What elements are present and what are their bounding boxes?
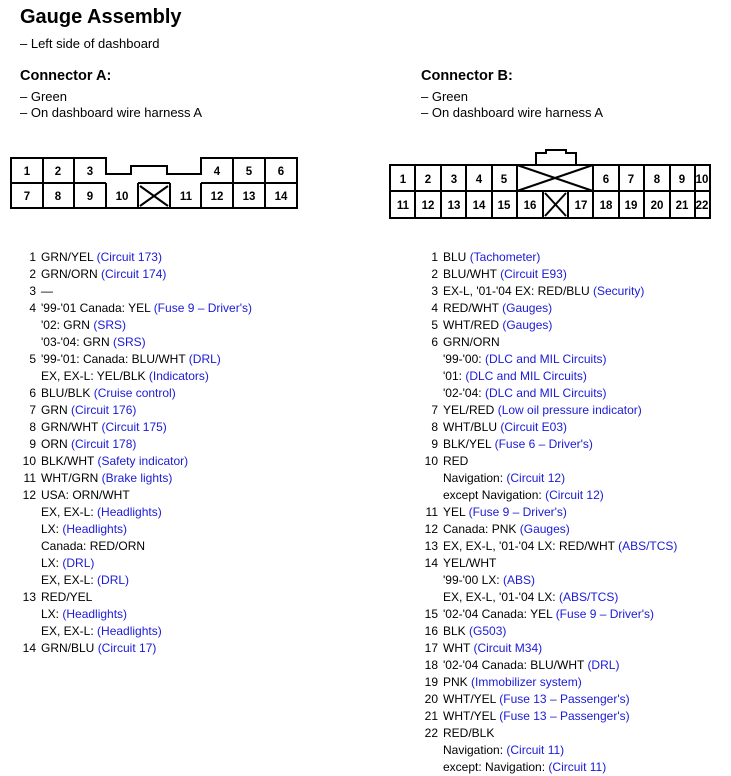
wire-description: '99-'01: Canada: BLU/WHT <box>41 352 186 366</box>
wire-description: Canada: RED/ORN <box>41 539 146 553</box>
pin-number: 10 <box>424 454 438 468</box>
pin-label: 8 <box>54 191 62 203</box>
connector-a-diagram <box>0 150 310 220</box>
wire-description: LX: <box>41 607 60 621</box>
circuit-reference: (Headlights) <box>62 522 128 536</box>
pin-label: 14 <box>274 191 288 203</box>
circuit-reference: (Fuse 9 – Driver's) <box>153 301 252 315</box>
circuit-reference: (Fuse 9 – Driver's) <box>555 607 654 621</box>
pin-number: 11 <box>425 505 438 519</box>
pin-number: 2 <box>431 267 438 281</box>
pin-label: 5 <box>245 166 253 178</box>
circuit-reference: (Fuse 9 – Driver's) <box>468 505 567 519</box>
circuit-reference: (Fuse 13 – Passenger's) <box>499 692 630 706</box>
wire-description: except: Navigation: <box>443 760 546 774</box>
pin-label: 13 <box>447 200 461 212</box>
wire-description: '01: <box>443 369 462 383</box>
wire-description: '99-'00 LX: <box>443 573 500 587</box>
wire-description: YEL <box>443 505 466 519</box>
circuit-reference: (Circuit 174) <box>101 267 167 281</box>
pin-number: 9 <box>29 437 36 451</box>
connector-b-heading: Connector B: <box>421 68 513 84</box>
pin-label: 14 <box>472 200 486 212</box>
circuit-reference: (Cruise control) <box>93 386 176 400</box>
circuit-reference: (Headlights) <box>62 607 128 621</box>
pin-label: 2 <box>54 166 62 178</box>
wire-description: BLK/WHT <box>41 454 95 468</box>
pin-label: 20 <box>650 200 664 212</box>
wire-description: '02-'04 Canada: BLU/WHT <box>443 658 585 672</box>
wire-description: EX, EX-L: YEL/BLK <box>41 369 146 383</box>
pin-number: 19 <box>424 675 438 689</box>
pin-label: 11 <box>396 200 410 212</box>
pin-label: 13 <box>242 191 256 203</box>
pin-number: 3 <box>29 284 36 298</box>
wire-description: GRN/WHT <box>41 420 99 434</box>
wire-description: BLU/BLK <box>41 386 91 400</box>
wire-description: USA: ORN/WHT <box>41 488 130 502</box>
wire-description: Navigation: <box>443 471 504 485</box>
pin-label: 21 <box>675 200 689 212</box>
pin-number: 14 <box>22 641 36 655</box>
wire-description: except Navigation: <box>443 488 542 502</box>
pin-label: 3 <box>86 166 94 178</box>
pin-label: 5 <box>500 174 508 186</box>
wire-description: GRN/BLU <box>41 641 95 655</box>
circuit-reference: (Gauges) <box>502 318 553 332</box>
wire-description: LX: <box>41 556 60 570</box>
connector-b-pin-list <box>418 249 728 774</box>
pin-label: 10 <box>695 174 709 186</box>
circuit-reference: (DRL) <box>97 573 130 587</box>
pin-number: 6 <box>431 335 438 349</box>
pin-number: 15 <box>424 607 438 621</box>
pin-label: 10 <box>115 191 129 203</box>
pin-label: 11 <box>179 191 193 203</box>
connector-b-note: – On dashboard wire harness A <box>421 105 604 120</box>
connector-a-heading: Connector A: <box>20 68 112 84</box>
wire-description: GRN/ORN <box>41 267 98 281</box>
pin-label: 3 <box>450 174 458 186</box>
pin-number: 7 <box>431 403 438 417</box>
circuit-reference: (Headlights) <box>97 624 162 638</box>
circuit-reference: (ABS) <box>502 573 535 587</box>
wire-description: — <box>41 284 53 298</box>
circuit-reference: (Circuit E93) <box>500 267 567 281</box>
pin-number: 7 <box>29 403 36 417</box>
pin-number: 14 <box>424 556 438 570</box>
pin-label: 12 <box>421 200 435 212</box>
circuit-reference: (Fuse 6 – Driver's) <box>494 437 593 451</box>
wire-description: '03-'04: GRN <box>41 335 110 349</box>
pin-number: 17 <box>424 641 438 655</box>
wire-description: YEL/WHT <box>443 556 497 570</box>
circuit-reference: (G503) <box>469 624 507 638</box>
wire-description: BLU/WHT <box>443 267 497 281</box>
pin-number: 22 <box>424 726 438 740</box>
pin-number: 16 <box>424 624 438 638</box>
pin-number: 2 <box>29 267 36 281</box>
pin-label: 1 <box>399 174 407 186</box>
pin-number: 4 <box>431 301 438 315</box>
wire-description: WHT <box>443 641 471 655</box>
circuit-reference: (Circuit 12) <box>545 488 604 502</box>
pin-number: 5 <box>431 318 438 332</box>
wire-description: RED <box>443 454 469 468</box>
pin-label: 12 <box>210 191 224 203</box>
pin-number: 12 <box>424 522 438 536</box>
wire-description: EX, EX-L, '01-'04 LX: RED/WHT <box>443 539 615 553</box>
circuit-reference: (DRL) <box>188 352 221 366</box>
circuit-reference: (Circuit 176) <box>71 403 137 417</box>
wire-description: GRN <box>41 403 68 417</box>
circuit-reference: (Indicators) <box>148 369 209 383</box>
wire-description: WHT/GRN <box>41 471 99 485</box>
wire-description: WHT/YEL <box>443 709 496 723</box>
circuit-reference: (Low oil pressure indicator) <box>497 403 642 417</box>
pin-number: 20 <box>424 692 438 706</box>
wire-description: BLU <box>443 250 467 264</box>
pin-number: 8 <box>29 420 36 434</box>
circuit-reference: (DRL) <box>587 658 620 672</box>
pin-label: 6 <box>277 166 285 178</box>
page-subtitle: – Left side of dashboard <box>20 36 160 51</box>
wire-description: GRN/ORN <box>443 335 500 349</box>
pin-label: 9 <box>86 191 94 203</box>
circuit-reference: (Brake lights) <box>101 471 173 485</box>
wire-description: RED/YEL <box>41 590 93 604</box>
pin-number: 3 <box>431 284 438 298</box>
wire-description: EX, EX-L: <box>41 624 94 638</box>
circuit-reference: (Circuit M34) <box>473 641 543 655</box>
circuit-reference: (Gauges) <box>519 522 570 536</box>
pin-label: 4 <box>213 166 221 178</box>
connector-a-pin-list <box>16 249 316 655</box>
circuit-reference: (ABS/TCS) <box>618 539 678 553</box>
pin-number: 8 <box>431 420 438 434</box>
circuit-reference: (Circuit 175) <box>101 420 167 434</box>
wire-description: '99-'01 Canada: YEL <box>41 301 151 315</box>
circuit-reference: (Circuit 12) <box>506 471 566 485</box>
pin-number: 21 <box>424 709 438 723</box>
wire-description: BLK/YEL <box>443 437 492 451</box>
pin-number: 12 <box>22 488 36 502</box>
circuit-reference: (Circuit E03) <box>500 420 568 434</box>
pin-label: 16 <box>523 200 537 212</box>
pin-number: 13 <box>424 539 438 553</box>
connector-b-diagram <box>380 145 731 225</box>
pin-number: 1 <box>29 250 36 264</box>
pin-label: 15 <box>497 200 511 212</box>
pin-number: 18 <box>424 658 438 672</box>
pin-number: 13 <box>22 590 36 604</box>
wire-description: WHT/YEL <box>443 692 496 706</box>
pin-label: 8 <box>653 174 661 186</box>
wire-description: '02-'04 Canada: YEL <box>443 607 553 621</box>
wire-description: LX: <box>41 522 60 536</box>
circuit-reference: (DRL) <box>62 556 95 570</box>
pin-number: 11 <box>23 471 36 485</box>
wire-description: RED/BLK <box>443 726 495 740</box>
wire-description: Canada: PNK <box>443 522 517 536</box>
circuit-reference: (DLC and MIL Circuits) <box>484 386 607 400</box>
circuit-reference: (Tachometer) <box>469 250 541 264</box>
pin-number: 9 <box>431 437 438 451</box>
connector-a-note: – On dashboard wire harness A <box>20 105 203 120</box>
circuit-reference: (Security) <box>593 284 645 298</box>
pin-label: 4 <box>475 174 483 186</box>
circuit-reference: (Headlights) <box>97 505 162 519</box>
pin-number: 10 <box>22 454 36 468</box>
circuit-reference: (SRS) <box>112 335 146 349</box>
circuit-reference: (Circuit 11) <box>506 743 565 757</box>
wire-description: WHT/BLU <box>443 420 497 434</box>
pin-label: 18 <box>599 200 613 212</box>
wire-description: EX, EX-L: <box>41 505 94 519</box>
wire-description: WHT/RED <box>443 318 499 332</box>
wire-description: '02: GRN <box>41 318 90 332</box>
circuit-reference: (Fuse 13 – Passenger's) <box>499 709 630 723</box>
pin-number: 6 <box>29 386 36 400</box>
circuit-reference: (DLC and MIL Circuits) <box>465 369 587 383</box>
circuit-reference: (Circuit 11) <box>548 760 607 774</box>
wire-description: YEL/RED <box>443 403 495 417</box>
circuit-reference: (Gauges) <box>502 301 553 315</box>
pin-label: 7 <box>627 174 635 186</box>
wire-description: RED/WHT <box>443 301 499 315</box>
pin-label: 22 <box>695 200 709 212</box>
wire-description: Navigation: <box>443 743 504 757</box>
pin-label: 7 <box>23 191 31 203</box>
wire-description: PNK <box>443 675 468 689</box>
pin-label: 19 <box>624 200 638 212</box>
pin-label: 2 <box>424 174 432 186</box>
wire-description: GRN/YEL <box>41 250 94 264</box>
circuit-reference: (Circuit 178) <box>71 437 137 451</box>
wire-description: ORN <box>41 437 68 451</box>
pin-number: 4 <box>29 301 36 315</box>
circuit-reference: (ABS/TCS) <box>558 590 619 604</box>
wire-description: '99-'00: <box>443 352 482 366</box>
circuit-reference: (Circuit 173) <box>96 250 162 264</box>
pin-number: 5 <box>29 352 36 366</box>
pin-label: 1 <box>23 166 31 178</box>
circuit-reference: (Immobilizer system) <box>471 675 582 689</box>
circuit-reference: (Safety indicator) <box>97 454 189 468</box>
pin-label: 9 <box>678 174 686 186</box>
wire-description: EX, EX-L: <box>41 573 94 587</box>
pin-label: 17 <box>574 200 588 212</box>
connector-b-note: – Green <box>421 89 468 104</box>
pin-number: 1 <box>431 250 438 264</box>
page-title: Gauge Assembly <box>20 6 182 28</box>
circuit-reference: (Circuit 17) <box>97 641 157 655</box>
wire-description: EX, EX-L, '01-'04 LX: <box>443 590 556 604</box>
wire-description: BLK <box>443 624 466 638</box>
pin-label: 6 <box>602 174 610 186</box>
wire-description: EX-L, '01-'04 EX: RED/BLU <box>443 284 590 298</box>
connector-a-note: – Green <box>20 89 67 104</box>
circuit-reference: (DLC and MIL Circuits) <box>484 352 607 366</box>
wire-description: '02-'04: <box>443 386 482 400</box>
circuit-reference: (SRS) <box>93 318 126 332</box>
